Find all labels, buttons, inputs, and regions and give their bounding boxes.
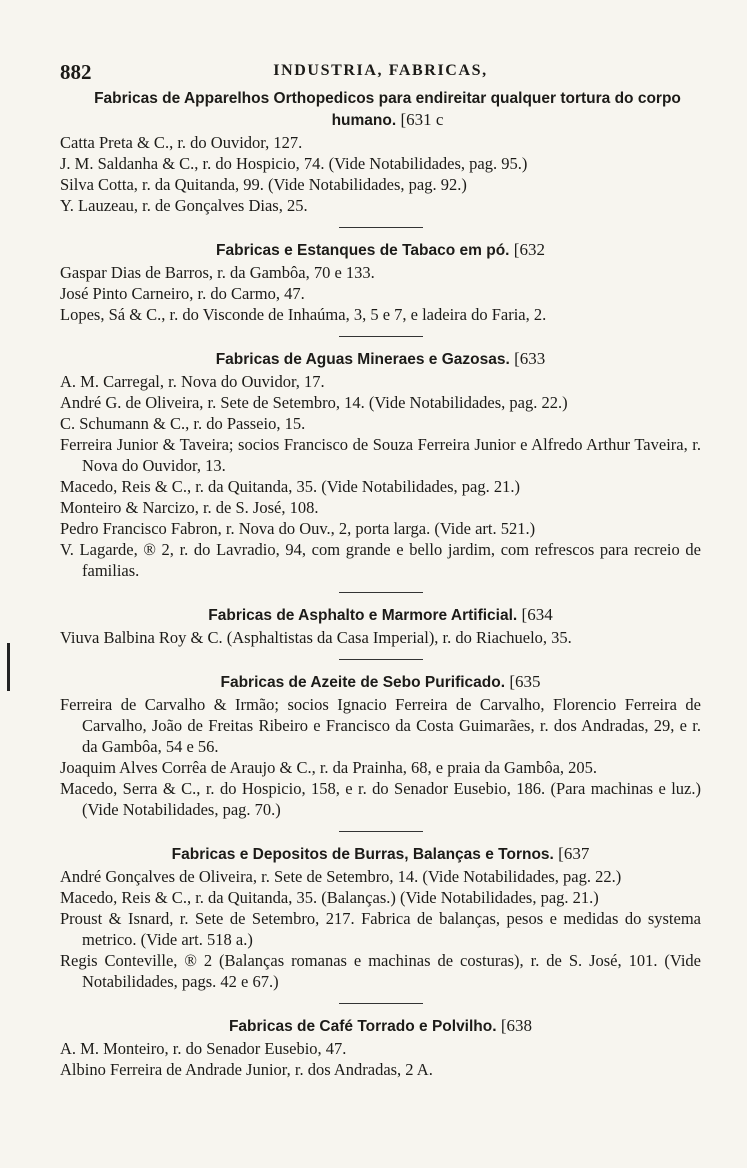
section-heading: Fabricas e Estanques de Tabaco em pó. [632 xyxy=(216,240,545,259)
page-number: 882 xyxy=(60,60,92,84)
list-item: Macedo, Serra & C., r. do Hospicio, 158, e r. do Senador Eusebio, 186. (Para machinas e luz.) (Vide Notabilidades, pag. 70.) xyxy=(60,779,701,819)
divider xyxy=(339,831,423,832)
section-634 xyxy=(60,604,701,648)
section-heading: Fabricas de Café Torrado e Polvilho. [638 xyxy=(228,1016,533,1035)
section-ref: [631 c xyxy=(400,110,444,129)
list-item: Catta Preta & C., r. do Ouvidor, 127. xyxy=(60,133,303,152)
section-633 xyxy=(60,348,701,581)
list-item: André G. de Oliveira, r. Sete de Setembro, 14. (Vide Notabilidades, pag. 22.) xyxy=(60,393,568,412)
list-item: Ferreira Junior & Taveira; socios Francisco de Souza Ferreira Junior e Alfredo Arthur Taveira, r. Nova do Ouvidor, 13. xyxy=(60,435,701,475)
divider xyxy=(339,336,423,337)
divider xyxy=(339,1003,423,1004)
divider xyxy=(339,227,423,228)
section-637 xyxy=(60,843,701,992)
list-item: C. Schumann & C., r. do Passeio, 15. xyxy=(60,414,306,433)
section-ref: [637 xyxy=(558,844,590,863)
divider xyxy=(339,592,423,593)
section-heading: Fabricas de Asphalto e Marmore Artificial. [634 xyxy=(208,605,553,624)
list-item: Gaspar Dias de Barros, r. da Gambôa, 70 e 133. xyxy=(60,263,375,282)
list-item: Monteiro & Narcizo, r. de S. José, 108. xyxy=(60,498,319,517)
section-631c xyxy=(60,88,701,216)
list-item: Regis Conteville, ® 2 (Balanças romanas e machinas de costuras), r. de S. José, 101. (Vide Notabilidades, pags. 42 e 67.) xyxy=(60,951,701,991)
list-item: Y. Lauzeau, r. de Gonçalves Dias, 25. xyxy=(60,196,308,215)
section-ref: [632 xyxy=(513,240,545,259)
margin-mark xyxy=(7,643,10,691)
section-ref: [633 xyxy=(514,349,546,368)
running-head xyxy=(60,60,701,88)
list-item: V. Lagarde, ® 2, r. do Lavradio, 94, com grande e bello jardim, com refrescos para recreio de familias. xyxy=(60,540,701,580)
list-item: A. M. Monteiro, r. do Senador Eusebio, 47. xyxy=(60,1039,347,1058)
section-heading: Fabricas de Aguas Mineraes e Gazosas. [633 xyxy=(215,349,546,368)
section-heading: Fabricas de Apparelhos Orthopedicos para endireitar qualquer tortura do corpo humano. [631 c xyxy=(94,90,681,129)
list-item: José Pinto Carneiro, r. do Carmo, 47. xyxy=(60,284,305,303)
section-638 xyxy=(60,1015,701,1080)
list-item: Macedo, Reis & C., r. da Quitanda, 35. (Balanças.) (Vide Notabilidades, pag. 21.) xyxy=(60,888,599,907)
list-item: Pedro Francisco Fabron, r. Nova do Ouv., 2, porta larga. (Vide art. 521.) xyxy=(60,519,536,538)
list-item: A. M. Carregal, r. Nova do Ouvidor, 17. xyxy=(60,372,325,391)
list-item: Ferreira de Carvalho & Irmão; socios Ignacio Ferreira de Carvalho, Florencio Ferreira de Carvalho, João de Freitas Ribeiro e Francisco da Costa Guimarães, r. dos Andradas, 29, e r. da Gambôa, 54 e 56. xyxy=(60,695,701,756)
list-item: J. M. Saldanha & C., r. do Hospicio, 74. (Vide Notabilidades, pag. 95.) xyxy=(60,154,528,173)
list-item: Proust & Isnard, r. Sete de Setembro, 217. Fabrica de balanças, pesos e medidas do systema metrico. (Vide art. 518 a.) xyxy=(60,909,701,949)
section-heading: Fabricas e Depositos de Burras, Balanças e Tornos. [637 xyxy=(171,844,590,863)
section-heading: Fabricas de Azeite de Sebo Purificado. [635 xyxy=(220,672,541,691)
section-632 xyxy=(60,239,701,325)
list-item: André Gonçalves de Oliveira, r. Sete de Setembro, 14. (Vide Notabilidades, pag. 22.) xyxy=(60,867,622,886)
section-635 xyxy=(60,671,701,820)
list-item: Macedo, Reis & C., r. da Quitanda, 35. (Vide Notabilidades, pag. 21.) xyxy=(60,477,520,496)
list-item: Viuva Balbina Roy & C. (Asphaltistas da Casa Imperial), r. do Riachuelo, 35. xyxy=(60,628,572,647)
divider xyxy=(339,659,423,660)
section-ref: [638 xyxy=(500,1016,533,1035)
list-item: Silva Cotta, r. da Quitanda, 99. (Vide Notabilidades, pag. 92.) xyxy=(60,175,467,194)
section-ref: [634 xyxy=(521,605,553,624)
list-item: Albino Ferreira de Andrade Junior, r. dos Andradas, 2 A. xyxy=(60,1060,433,1079)
list-item: Joaquim Alves Corrêa de Araujo & C., r. da Prainha, 68, e praia da Gambôa, 205. xyxy=(60,758,598,777)
section-ref: [635 xyxy=(509,672,541,691)
list-item: Lopes, Sá & C., r. do Visconde de Inhaúma, 3, 5 e 7, e ladeira do Faria, 2. xyxy=(60,305,547,324)
running-title: INDUSTRIA, FABRICAS, xyxy=(273,62,488,79)
